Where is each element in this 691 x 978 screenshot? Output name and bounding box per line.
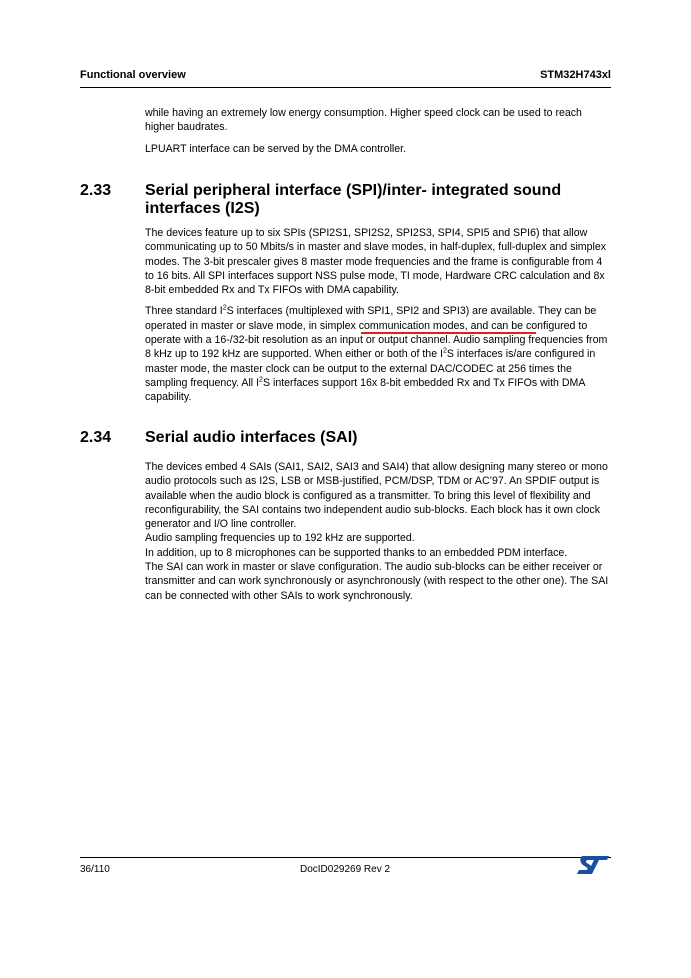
intro-paragraph-1: while having an extremely low energy consumption. Higher speed clock can be used to reach higher baudrates.: [145, 107, 582, 134]
header-rule: [80, 87, 611, 88]
page-header: [80, 69, 611, 87]
spi-paragraph: The devices feature up to six SPIs (SPI2S1, SPI2S2, SPI2S3, SPI4, SPI5 and SPI6) that allow communicating up to 50 Mbits/s in master and slave modes, in half-duplex, full-duplex and simplex modes. The 3-bit prescaler gives 8 master mode frequencies and the frame is configurable from 4 to 16 bits. All SPI interfaces support NSS pulse mode, TI mode, Hardware CRC calculation and 8x 8-bit embedded Rx and Tx FIFOs with DMA capability.: [145, 227, 607, 297]
section-title: Serial peripheral interface (SPI)/inter- integrated sound interfaces (I2S): [145, 182, 562, 217]
section-title: Serial audio interfaces (SAI): [145, 429, 358, 446]
header-product-name: STM32H743xl: [540, 69, 611, 81]
sai-line: The SAI can work in master or slave configuration. The audio sub-blocks can be either receiver or transmitter and can work synchronously or asynchronously (with respect to the other one). The SAI can be connected with other SAIs to work synchronously.: [145, 561, 609, 602]
red-annotation-line: [361, 332, 536, 334]
section-number: 2.34: [80, 429, 112, 446]
section-2-34-body: [145, 460, 613, 603]
footer-rule: [80, 857, 611, 858]
section-2-33-body: [145, 226, 613, 412]
document-id: DocID029269 Rev 2: [300, 864, 391, 875]
intro-paragraph-2: LPUART interface can be served by the DMA controller.: [145, 142, 407, 155]
sai-line: In addition, up to 8 microphones can be supported thanks to an embedded PDM interface.: [145, 546, 568, 559]
section-number: 2.33: [80, 182, 112, 199]
page-number: 36/110: [80, 864, 110, 875]
page-footer: [80, 864, 611, 888]
i2s-paragraph: Three standard $I^2S$ interfaces (multiplexed with SPI1, SPI2 and SPI3) are available. They can be operated in master or slave mode, in simplex communication modes, and can be configured to operate with a 16-/32-bit resolution as an input or output channel. Audio sampling frequencies from 8 kHz up to 192 kHz are supported. When either or both of the $I^2S$ interfaces is/are configured in master mode, the master clock can be output to the external DAC/CODEC at 256 times the sampling frequency. All $I^2S$ interfaces support 16x 8-bit embedded Rx and Tx FIFOs with DMA capability.: [145, 304, 608, 404]
st-logo-icon: [575, 854, 611, 876]
sai-line: Audio sampling frequencies up to 192 kHz are supported.: [145, 532, 415, 545]
sai-line: The devices embed 4 SAIs (SAI1, SAI2, SAI3 and SAI4) that allow designing many stereo or mono audio protocols such as I2S, LSB or MSB-justified, PCM/DSP, TDM or AC’97. An SPDIF output is available when the audio block is configured as a transmitter. To bring this level of flexibility and reconfigurability, the SAI contains two independent audio sub-blocks. Each block has it own clock generator and I/O line controller.: [145, 461, 608, 531]
intro-text: [145, 106, 613, 163]
header-section-name: Functional overview: [80, 69, 186, 81]
